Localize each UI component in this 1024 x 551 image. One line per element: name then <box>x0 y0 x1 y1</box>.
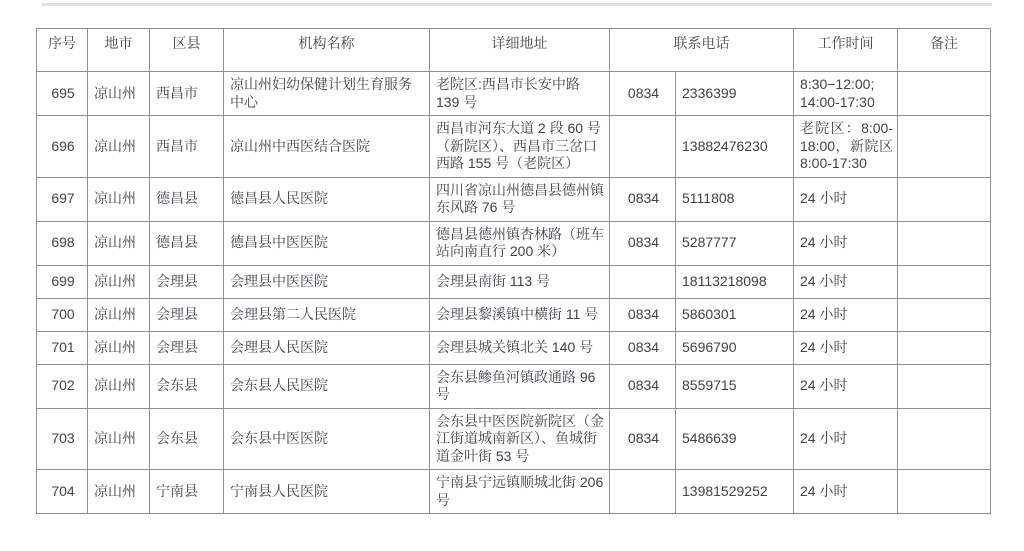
col-header-remark: 备注 <box>898 29 991 72</box>
address-cell: 四川省凉山州德昌县德州镇东风路 76 号 <box>430 177 610 221</box>
working-hours-cell: 24 小时 <box>794 470 898 514</box>
working-hours-cell: 24 小时 <box>794 331 898 364</box>
county-cell: 会东县 <box>150 364 224 408</box>
phone-number-cell: 13981529252 <box>676 470 794 514</box>
county-cell: 会理县 <box>150 331 224 364</box>
working-hours-cell: 24 小时 <box>794 298 898 331</box>
phone-number-cell: 5287777 <box>676 221 794 265</box>
county-cell: 德昌县 <box>150 221 224 265</box>
table-row <box>37 72 991 116</box>
col-header-no: 序号 <box>37 29 88 72</box>
address-cell: 会理县黎溪镇中横街 11 号 <box>430 298 610 331</box>
city-cell: 凉山州 <box>88 364 150 408</box>
row-number-cell: 700 <box>37 298 88 331</box>
working-hours-cell: 24 小时 <box>794 177 898 221</box>
working-hours-cell: 老院区：8:00-18:00，新院区 8:00-17:30 <box>794 116 898 178</box>
table-row <box>37 265 991 298</box>
col-header-phone: 联系电话 <box>610 29 794 72</box>
header-row <box>37 29 991 72</box>
phone-number-cell: 2336399 <box>676 72 794 116</box>
col-header-name: 机构名称 <box>224 29 430 72</box>
col-header-city: 地市 <box>88 29 150 72</box>
address-cell: 老院区:西昌市长安中路 139 号 <box>430 72 610 116</box>
remark-cell <box>898 331 991 364</box>
hospital-table-container <box>36 28 991 514</box>
county-cell: 宁南县 <box>150 470 224 514</box>
city-cell: 凉山州 <box>88 408 150 470</box>
table-row <box>37 470 991 514</box>
institution-name-cell: 凉山州妇幼保健计划生育服务中心 <box>224 72 430 116</box>
col-header-hours: 工作时间 <box>794 29 898 72</box>
row-number-cell: 699 <box>37 265 88 298</box>
area-code-cell <box>610 470 676 514</box>
city-cell: 凉山州 <box>88 331 150 364</box>
city-cell: 凉山州 <box>88 298 150 331</box>
phone-number-cell: 18113218098 <box>676 265 794 298</box>
county-cell: 德昌县 <box>150 177 224 221</box>
area-code-cell: 0834 <box>610 221 676 265</box>
table-row <box>37 221 991 265</box>
city-cell: 凉山州 <box>88 177 150 221</box>
area-code-cell: 0834 <box>610 408 676 470</box>
row-number-cell: 696 <box>37 116 88 178</box>
working-hours-cell: 8:30−12:00; 14:00-17:30 <box>794 72 898 116</box>
county-cell: 会东县 <box>150 408 224 470</box>
phone-number-cell: 8559715 <box>676 364 794 408</box>
institution-name-cell: 会东县中医医院 <box>224 408 430 470</box>
row-number-cell: 702 <box>37 364 88 408</box>
area-code-cell: 0834 <box>610 298 676 331</box>
table-row <box>37 408 991 470</box>
city-cell: 凉山州 <box>88 72 150 116</box>
city-cell: 凉山州 <box>88 265 150 298</box>
phone-number-cell: 5860301 <box>676 298 794 331</box>
working-hours-cell: 24 小时 <box>794 265 898 298</box>
city-cell: 凉山州 <box>88 116 150 178</box>
table-row <box>37 298 991 331</box>
col-header-county: 区县 <box>150 29 224 72</box>
address-cell: 会理县南街 113 号 <box>430 265 610 298</box>
county-cell: 西昌市 <box>150 116 224 178</box>
row-number-cell: 703 <box>37 408 88 470</box>
area-code-cell: 0834 <box>610 331 676 364</box>
row-number-cell: 698 <box>37 221 88 265</box>
remark-cell <box>898 408 991 470</box>
institution-name-cell: 会理县第二人民医院 <box>224 298 430 331</box>
area-code-cell <box>610 265 676 298</box>
phone-number-cell: 5696790 <box>676 331 794 364</box>
table-row <box>37 364 991 408</box>
institution-name-cell: 德昌县人民医院 <box>224 177 430 221</box>
institution-name-cell: 宁南县人民医院 <box>224 470 430 514</box>
remark-cell <box>898 265 991 298</box>
working-hours-cell: 24 小时 <box>794 408 898 470</box>
county-cell: 会理县 <box>150 265 224 298</box>
phone-number-cell: 5486639 <box>676 408 794 470</box>
address-cell: 西昌市河东大道 2 段 60 号（新院区）、西昌市三岔口西路 155 号（老院区） <box>430 116 610 178</box>
phone-number-cell: 13882476230 <box>676 116 794 178</box>
remark-cell <box>898 177 991 221</box>
county-cell: 西昌市 <box>150 72 224 116</box>
remark-cell <box>898 298 991 331</box>
remark-cell <box>898 470 991 514</box>
working-hours-cell: 24 小时 <box>794 221 898 265</box>
area-code-cell: 0834 <box>610 364 676 408</box>
row-number-cell: 701 <box>37 331 88 364</box>
remark-cell <box>898 72 991 116</box>
institution-name-cell: 会理县中医医院 <box>224 265 430 298</box>
hospital-table <box>36 28 991 514</box>
address-cell: 宁南县宁远镇顺城北街 206 号 <box>430 470 610 514</box>
table-row <box>37 177 991 221</box>
area-code-cell: 0834 <box>610 72 676 116</box>
county-cell: 会理县 <box>150 298 224 331</box>
working-hours-cell: 24 小时 <box>794 364 898 408</box>
remark-cell <box>898 221 991 265</box>
city-cell: 凉山州 <box>88 470 150 514</box>
row-number-cell: 697 <box>37 177 88 221</box>
address-cell: 会东县鲹鱼河镇政通路 96 号 <box>430 364 610 408</box>
phone-number-cell: 5111808 <box>676 177 794 221</box>
row-number-cell: 695 <box>37 72 88 116</box>
area-code-cell: 0834 <box>610 177 676 221</box>
address-cell: 德昌县德州镇杏林路（班车站向南直行 200 米） <box>430 221 610 265</box>
city-cell: 凉山州 <box>88 221 150 265</box>
area-code-cell <box>610 116 676 178</box>
col-header-address: 详细地址 <box>430 29 610 72</box>
remark-cell <box>898 116 991 178</box>
institution-name-cell: 德昌县中医医院 <box>224 221 430 265</box>
page-top-edge-line <box>42 3 992 6</box>
table-row <box>37 116 991 178</box>
table-row <box>37 331 991 364</box>
institution-name-cell: 会理县人民医院 <box>224 331 430 364</box>
remark-cell <box>898 364 991 408</box>
row-number-cell: 704 <box>37 470 88 514</box>
address-cell: 会理县城关镇北关 140 号 <box>430 331 610 364</box>
address-cell: 会东县中医医院新院区（金江街道城南新区）、鱼城街道金叶街 53 号 <box>430 408 610 470</box>
institution-name-cell: 凉山州中西医结合医院 <box>224 116 430 178</box>
institution-name-cell: 会东县人民医院 <box>224 364 430 408</box>
